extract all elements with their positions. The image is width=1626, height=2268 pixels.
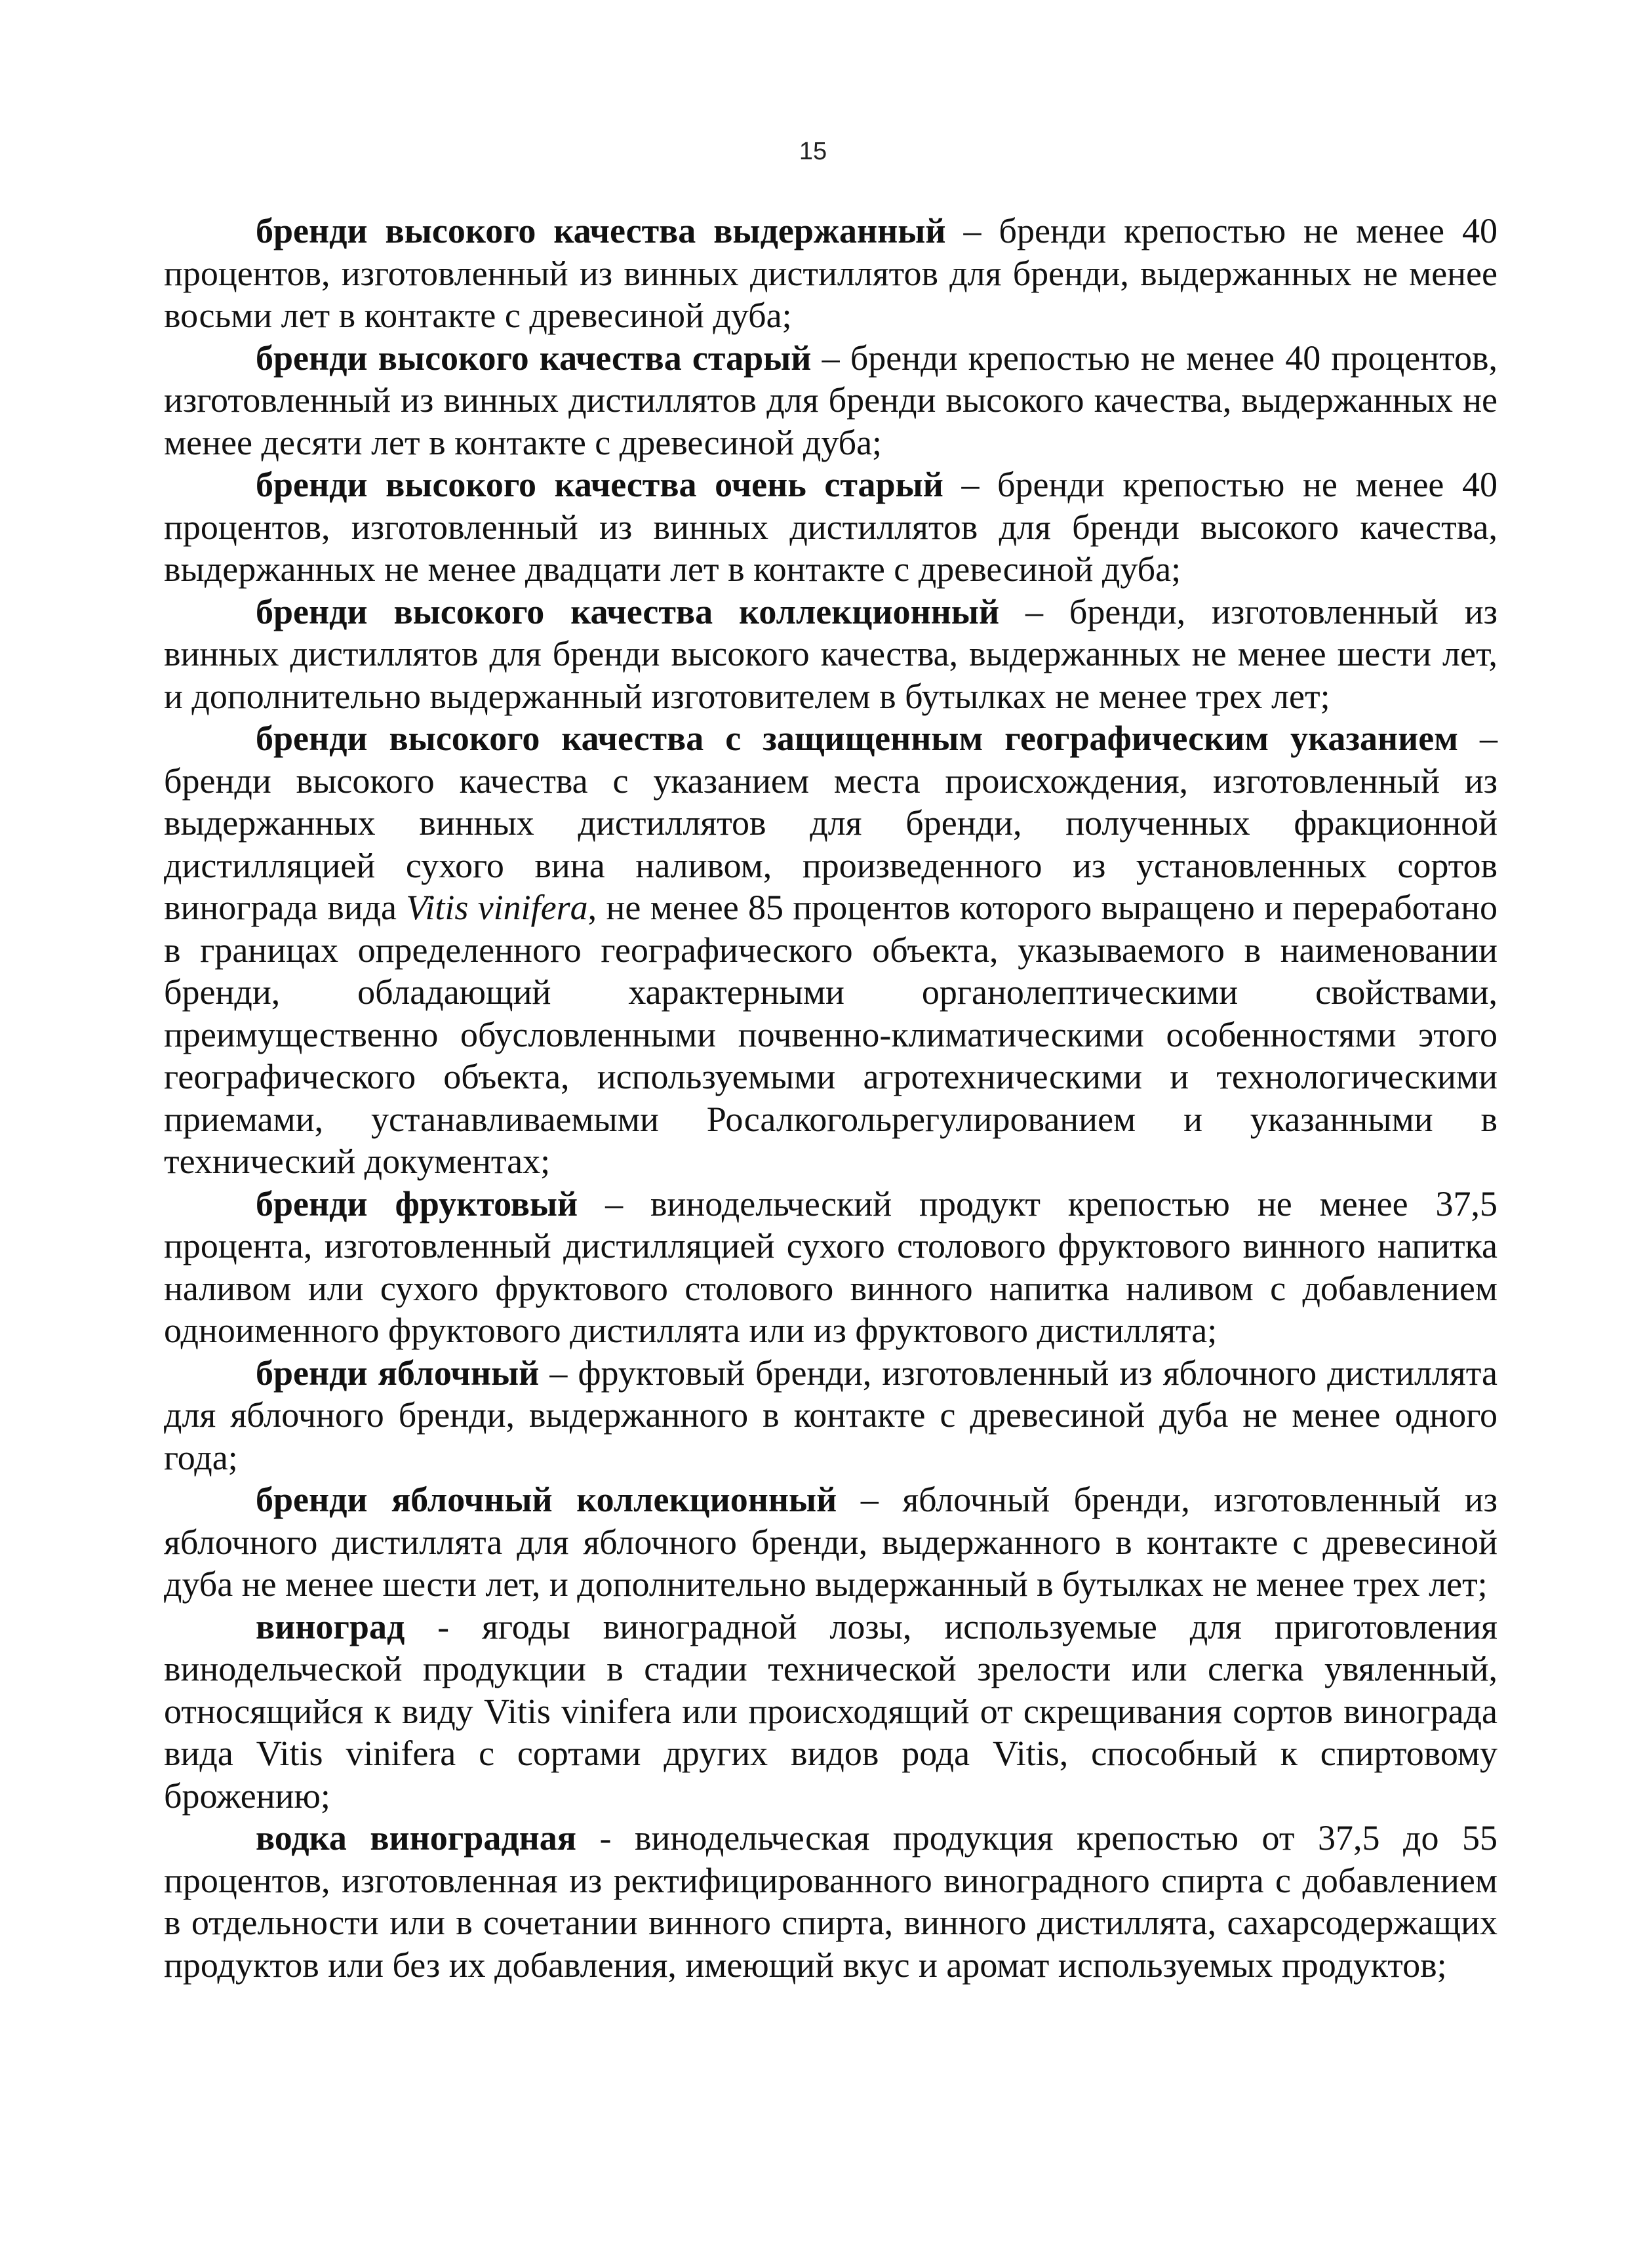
page-number: 15 [799,138,827,165]
definition-text: - винодельческая продукция крепостью от 37,5 до 55 процентов, изготовленная из ректифицированного виноградного спирта с добавлением в отдельности или в сочетании винного спирта, винного дистиллята, сахарсодержащих продуктов или без их добавления, имеющий вкус и аромат используемых продуктов; [164,1818,1497,1985]
term: бренди яблочный [256,1353,540,1393]
definition-text: – яблочный бренди, изготовленный из яблочного дистиллята для яблочного бренди, выдержанного в контакте с древесиной дуба не менее шести лет, и дополнительно выдержанный в бутылках не менее трех лет; [164,1480,1497,1604]
term: водка виноградная [256,1818,576,1858]
definition-text-continued: , не менее 85 процентов которого выращено и переработано в границах определенного географического объекта, указываемого в наименовании бренди, обладающий характерными органолептическими свойствами, преимущественно обусловленными почвенно-климатическими особенностями этого географического объекта, используемыми агротехническими и технологическими приемами, устанавливаемыми Росалкогольрегулированием и указанными в технический документах; [164,888,1497,1181]
term: бренди высокого качества с защищенным географическим указанием [256,719,1459,758]
species-name-italic: Vitis vinifera [406,888,588,927]
definition-text: – фруктовый бренди, изготовленный из яблочного дистиллята для яблочного бренди, выдержанного в контакте с древесиной дуба не менее одного года; [164,1353,1497,1477]
definition-entry [164,1479,1497,1606]
definition-text: – бренди, изготовленный из винных дистиллятов для бренди высокого качества, выдержанных не менее шести лет, и дополнительно выдержанный изготовителем в бутылках не менее трех лет; [164,591,1498,716]
term: бренди высокого качества старый [256,338,812,378]
definition-text: – бренди высокого качества с указанием места происхождения, изготовленный из выдержанных винных дистиллятов для бренди, полученных фракционной дистилляцией сухого вина наливом, произведенного из установленных сортов винограда вида [164,719,1497,927]
document-body [164,210,1497,1986]
definition-entry [164,337,1497,464]
definition-entry [164,591,1497,718]
definition-entry [164,717,1497,1183]
definition-text: – винодельческий продукт крепостью не менее 37,5 процента, изготовленный дистилляцией сухого столового фруктового винного напитка наливом или сухого фруктового столового винного напитка наливом с добавлением одноименного фруктового дистиллята или из фруктового дистиллята; [164,1184,1497,1350]
term: бренди высокого качества очень старый [256,465,943,504]
term: бренди фруктовый [256,1184,578,1224]
definition-text: – бренди крепостью не менее 40 процентов, изготовленный из винных дистиллятов для бренди высокого качества, выдержанных не менее двадцати лет в контакте с древесиной дуба; [164,465,1497,589]
term: бренди высокого качества выдержанный [256,211,946,250]
term: виноград [256,1606,405,1646]
term: бренди яблочный коллекционный [256,1480,837,1519]
definition-entry [164,464,1497,591]
definition-entry [164,210,1497,337]
definition-text: – бренди крепостью не менее 40 процентов, изготовленный из винных дистиллятов для бренди, выдержанных не менее восьми лет в контакте с древесиной дуба; [164,211,1497,335]
definition-entry [164,1817,1497,1986]
definition-entry [164,1183,1497,1352]
definition-text: – бренди крепостью не менее 40 процентов, изготовленный из винных дистиллятов для бренди высокого качества, выдержанных не менее десяти лет в контакте с древесиной дуба; [164,338,1497,462]
definition-entry [164,1352,1497,1479]
term: бренди высокого качества коллекционный [256,591,1000,631]
definition-text: - ягоды виноградной лозы, используемые для приготовления винодельческой продукции в стадии технической зрелости или слегка увяленный, относящийся к виду Vitis vinifera или происходящий от скрещивания сортов винограда вида Vitis vinifera с сортами других видов рода Vitis, способный к спиртовому брожению; [164,1606,1497,1816]
definition-entry [164,1606,1497,1818]
